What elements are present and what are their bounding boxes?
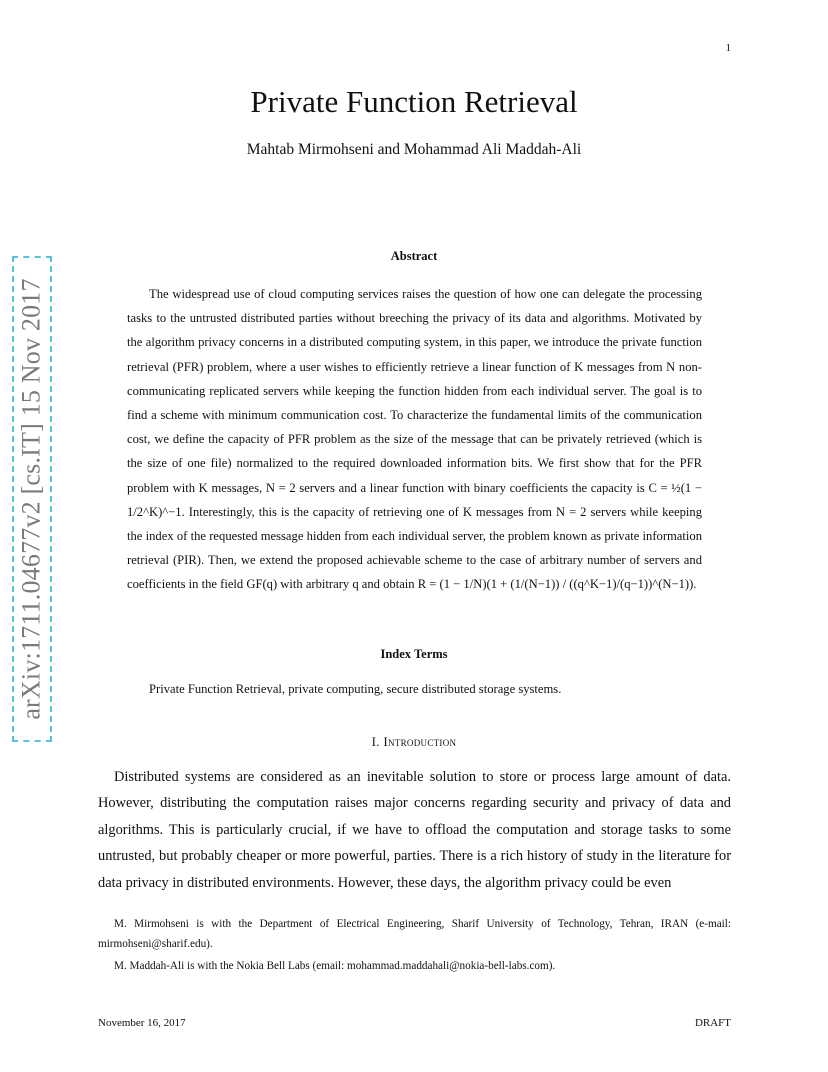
abstract-heading: Abstract	[390, 249, 438, 263]
introduction-text: Distributed systems are considered as an inevitable solution to store or process large amount of data. However, distributing the computation raises major concerns regarding security and privacy of data and algorithms. This is particularly crucial, if we have to offload the computation and storage tasks to some untrusted, but probably cheaper or more powerful, parties. There is a rich history of study in the literature for data privacy in distributed environments. However, these days, the algorithm privacy could be even	[98, 769, 731, 891]
paper-authors: Mahtab Mirmohseni and Mohammad Ali Maddah-Ali	[246, 141, 582, 158]
footnote-mirmohseni: M. Mirmohseni is with the Department of Electrical Engineering, Sharif University of Technology, Tehran, IRAN (e-mail: mirmohseni@sharif.edu).	[98, 918, 731, 950]
footer-date: November 16, 2017	[98, 1017, 186, 1029]
abstract-text: The widespread use of cloud computing services raises the question of how one can delegate the processing tasks to the untrusted distributed parties without breeching the privacy of its data and algorithms. Motivated by the algorithm privacy concerns in a distributed computing system, in this paper, we introduce the private function retrieval (PFR) problem, where a user wishes to efficiently retrieve a linear function of K messages from N non-communicating replicated servers while keeping the function hidden from each individual server. The goal is to find a scheme with minimum communication cost. To characterize the fundamental limits of the communication cost, we define the capacity of PFR problem as the size of the message that can be privately retrieved (which is the size of one file) normalized to the required downloaded information bits. We first show that for the PFR problem with K messages, N = 2 servers and a linear function with binary coefficients the capacity is C = ½(1 − 1/2^K)^−1. Interestingly, this is the capacity of retrieving one of K messages from N = 2 servers while keeping the index of the requested message hidden from each individual server, the problem known as private information retrieval (PIR). Then, we extend the proposed achievable scheme to the case of arbitrary number of servers and coefficients in the field GF(q) with arbitrary q and obtain R = (1 − 1/N)(1 + (1/(N−1)) / ((q^K−1)/(q−1))^(N−1)).	[127, 287, 702, 592]
section-heading	[0, 734, 828, 750]
arxiv-stamp-text: arXiv:1711.04677v2 [cs.IT] 15 Nov 2017	[17, 278, 47, 720]
section-number: I.	[371, 734, 380, 749]
footer-draft-label: DRAFT	[694, 1017, 731, 1029]
index-terms-heading: Index Terms	[380, 647, 448, 661]
paper-title: Private Function Retrieval	[250, 84, 578, 119]
index-terms-text: Private Function Retrieval, private computing, secure distributed storage systems.	[149, 682, 562, 696]
arxiv-stamp	[12, 256, 52, 742]
page-number: 1	[725, 42, 731, 54]
footnotes	[98, 914, 731, 976]
footnote-maddah-ali: M. Maddah-Ali is with the Nokia Bell Labs (email: mohammad.maddahali@nokia-bell-labs.com).	[114, 960, 556, 972]
section-title: Introduction	[383, 734, 457, 749]
